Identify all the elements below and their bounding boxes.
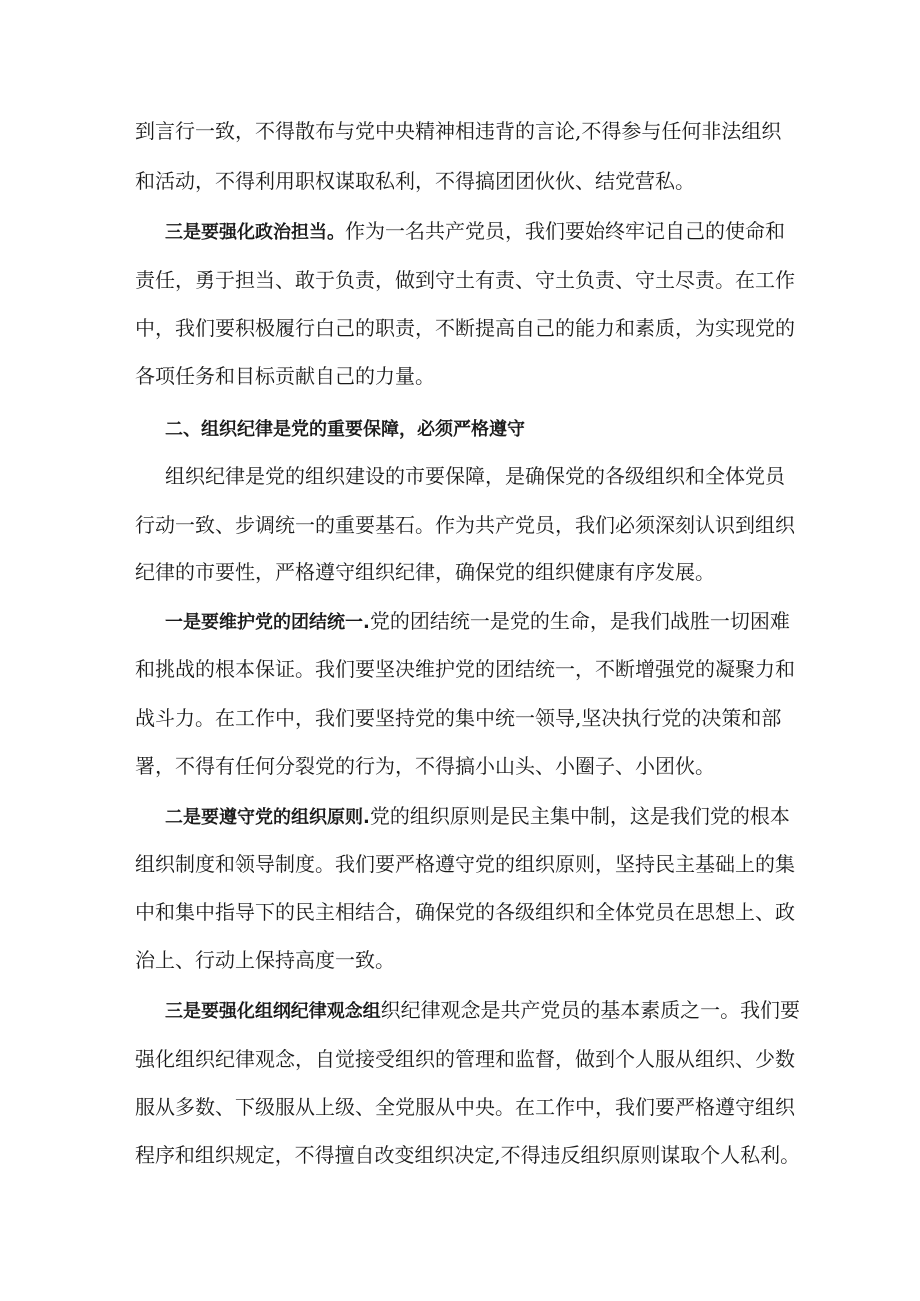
body-text: 治上、行动上保持高度一致。 (135, 948, 395, 972)
body-text: 中，我们要积极履行白己的职责，不断提高自己的能力和素质，为实现党的 (135, 316, 795, 340)
text-line (135, 704, 920, 732)
body-text: 行动一致、步调统一的重要基石。作为共产党员，我们必须深刻认识到组织 (135, 513, 795, 537)
body-text: 党的团结统一是党的生命，是我们战胜一切困难 (369, 609, 790, 633)
body-text: 程序和组织规定，不得擅自改变组织决定,不得违反组织原则谋取个人私利。 (135, 1143, 801, 1167)
text-line (135, 117, 920, 145)
body-text: 服从多数、下级服从上级、全党服从中央。在工作中，我们要严格遵守组织 (135, 1095, 795, 1119)
text-line (135, 898, 920, 926)
heading-text: 二、组织纪律是党的重要保障，必须严格遵守 (165, 419, 525, 440)
body-text: 作为一名共产党员，我们要始终牢记自己的使命和 (345, 219, 785, 243)
body-text: 和挑战的根本保证。我们要坚决维护党的团结统一，不断增强党的凝聚力和 (135, 657, 795, 681)
body-text: 组织制度和领导制度。我们要严格遵守党的组织原则，坚持民主基础上的集 (135, 852, 795, 876)
paragraph-lead: 三是要强化组纲纪律观念组 (165, 1001, 381, 1022)
text-line (165, 462, 920, 490)
body-text: 党的组织原则是民主集中制，这是我们党的根本 (369, 804, 790, 828)
text-line (165, 802, 920, 832)
body-text: 织纪律观念是共产党员的基本素质之一。我们要 (380, 998, 800, 1022)
text-line (135, 946, 920, 974)
text-line (165, 996, 920, 1026)
body-text: 战斗力。在工作中，我们要坚持党的集中统一领导,坚决执行党的决策和部 (135, 706, 782, 730)
text-line (135, 314, 920, 342)
paragraph-lead: 一是要维护党的团结统一. (165, 612, 370, 633)
body-text: 强化组织纪律观念，自觉接受组织的管理和监督，做到个人服从组织、少数 (135, 1047, 795, 1071)
body-text: 各项任务和目标贡献自己的力量。 (135, 364, 435, 388)
body-text: 和活动，不得利用职权谋取私利，不得搞团团伙伙、结党营私。 (135, 169, 695, 193)
text-line (135, 752, 920, 780)
paragraph-lead: 三是要强化政治担当。 (165, 222, 345, 243)
body-text: 到言行一致，不得散布与党中央精神相违背的言论,不得参与任何非法组织 (135, 119, 782, 143)
body-text: 组织纪律是党的组织建设的市要保障，是确保党的各级组织和全体党员 (165, 464, 785, 488)
text-line (135, 850, 920, 878)
text-line (135, 362, 920, 390)
text-line (135, 266, 920, 294)
text-line (135, 511, 920, 539)
body-text: 纪律的市要性，严格遵守组织纪律，确保党的组织健康有序发展。 (135, 560, 715, 584)
section-heading (165, 414, 920, 444)
body-text: 署，不得有任何分裂党的行为，不得搞小山头、小圈子、小团伙。 (135, 754, 715, 778)
body-text: 中和集中指导下的民主相结合，确保党的各级组织和全体党员在思想上、政 (135, 900, 795, 924)
paragraph-lead: 二是要遵守党的组织原则. (165, 807, 370, 828)
text-line (135, 167, 920, 195)
text-line (135, 558, 920, 586)
text-line (165, 607, 920, 637)
text-line (135, 1045, 920, 1073)
text-line (135, 1093, 920, 1121)
text-line (165, 217, 920, 247)
body-text: 责任，勇于担当、敢于负责，做到守土有责、守土负责、守土尽责。在工作 (135, 268, 795, 292)
text-line (135, 655, 920, 683)
text-line (135, 1141, 920, 1169)
